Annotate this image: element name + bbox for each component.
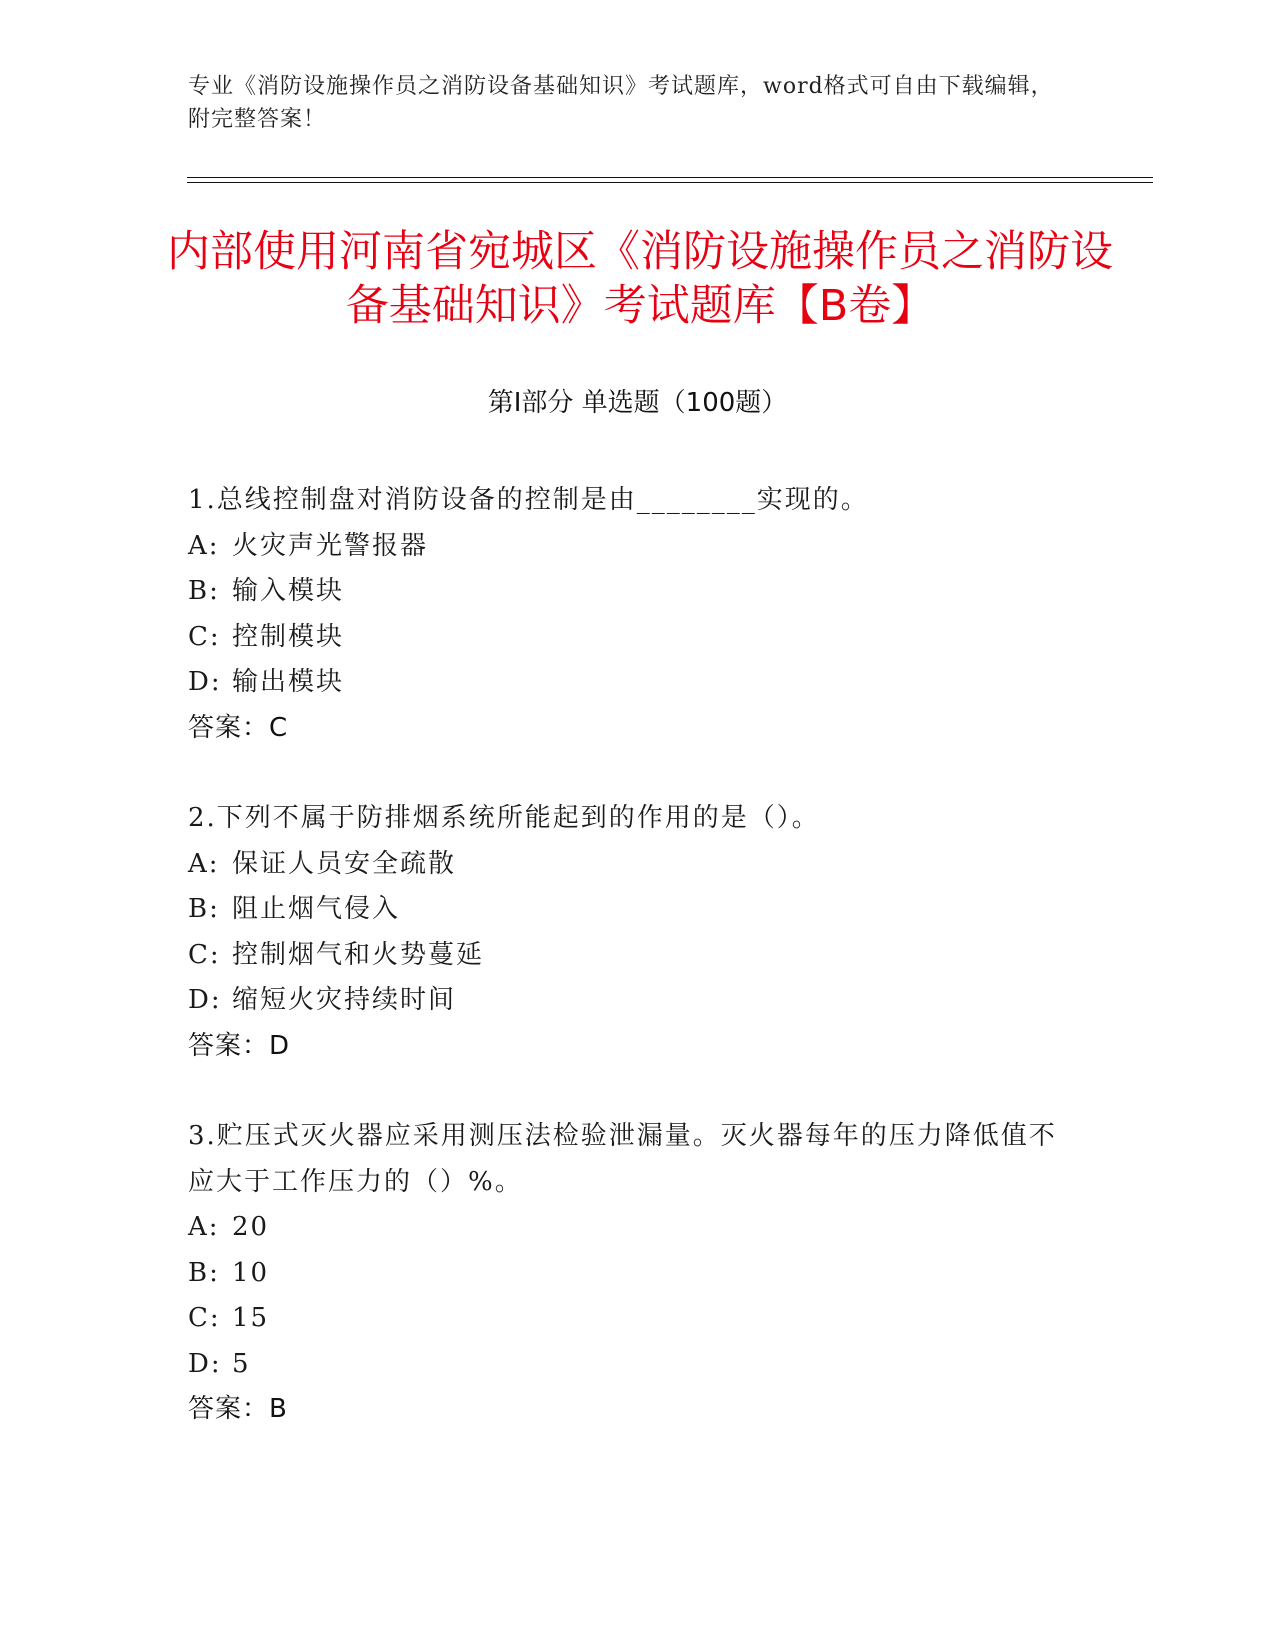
option-text: 缩短火灾持续时间 [232, 985, 457, 1015]
option-text: 火灾声光警报器 [232, 530, 429, 561]
header-divider-bottom [187, 182, 1153, 183]
header-note: 专业《消防设施操作员之消防设备基础知识》考试题库，word格式可自由下载编辑，附完整答案！ [188, 74, 1054, 132]
option-text: 输入模块 [232, 576, 345, 606]
question-1 [188, 478, 1068, 751]
option-a [188, 1205, 1068, 1251]
question-stem: 3.贮压式灭火器应采用测压法检验泄漏量。灭火器每年的压力降低值不应大于工作压力的（）%。 [188, 1121, 1057, 1197]
option-key: D: [188, 985, 222, 1015]
header-divider-top [187, 177, 1153, 178]
option-a [188, 524, 1068, 570]
option-a [188, 842, 1068, 888]
option-key: C: [188, 1303, 221, 1333]
option-d [188, 978, 1068, 1024]
option-text: 保证人员安全疏散 [232, 848, 457, 879]
option-key: A: [188, 530, 220, 561]
option-key: B: [188, 576, 220, 606]
option-key: C: [188, 621, 221, 652]
option-key: D: [188, 667, 222, 697]
option-b [188, 887, 1068, 933]
option-text: 控制模块 [232, 621, 345, 652]
option-b [188, 1251, 1068, 1297]
question-stem: 2.下列不属于防排烟系统所能起到的作用的是（）。 [188, 803, 820, 833]
option-text: 输出模块 [232, 667, 345, 697]
option-key: A: [188, 848, 220, 879]
option-c [188, 933, 1068, 979]
option-key: C: [188, 939, 221, 970]
option-key: B: [188, 894, 220, 924]
document-title: 内部使用河南省宛城区《消防设施操作员之消防设备基础知识》考试题库【B卷】 [167, 227, 1113, 331]
option-d [188, 660, 1068, 706]
option-text: 控制烟气和火势蔓延 [232, 939, 485, 970]
option-b [188, 569, 1068, 615]
question-3 [188, 1114, 1068, 1433]
option-text: 阻止烟气侵入 [232, 894, 401, 924]
section-heading: 第I部分 单选题（100题） [487, 388, 788, 418]
option-text: 20 [232, 1212, 270, 1242]
answer-line: 答案：B [188, 1394, 288, 1424]
answer-line: 答案：C [188, 712, 289, 743]
question-2 [188, 796, 1068, 1069]
question-stem: 1.总线控制盘对消防设备的控制是由________实现的。 [188, 485, 869, 515]
option-c [188, 615, 1068, 661]
option-d [188, 1342, 1068, 1388]
option-c [188, 1296, 1068, 1342]
option-text: 5 [232, 1348, 251, 1379]
option-text: 15 [232, 1303, 270, 1333]
option-text: 10 [232, 1257, 270, 1288]
answer-line: 答案：D [188, 1030, 291, 1061]
option-key: A: [188, 1212, 220, 1242]
option-key: B: [188, 1257, 220, 1288]
option-key: D: [188, 1348, 222, 1379]
